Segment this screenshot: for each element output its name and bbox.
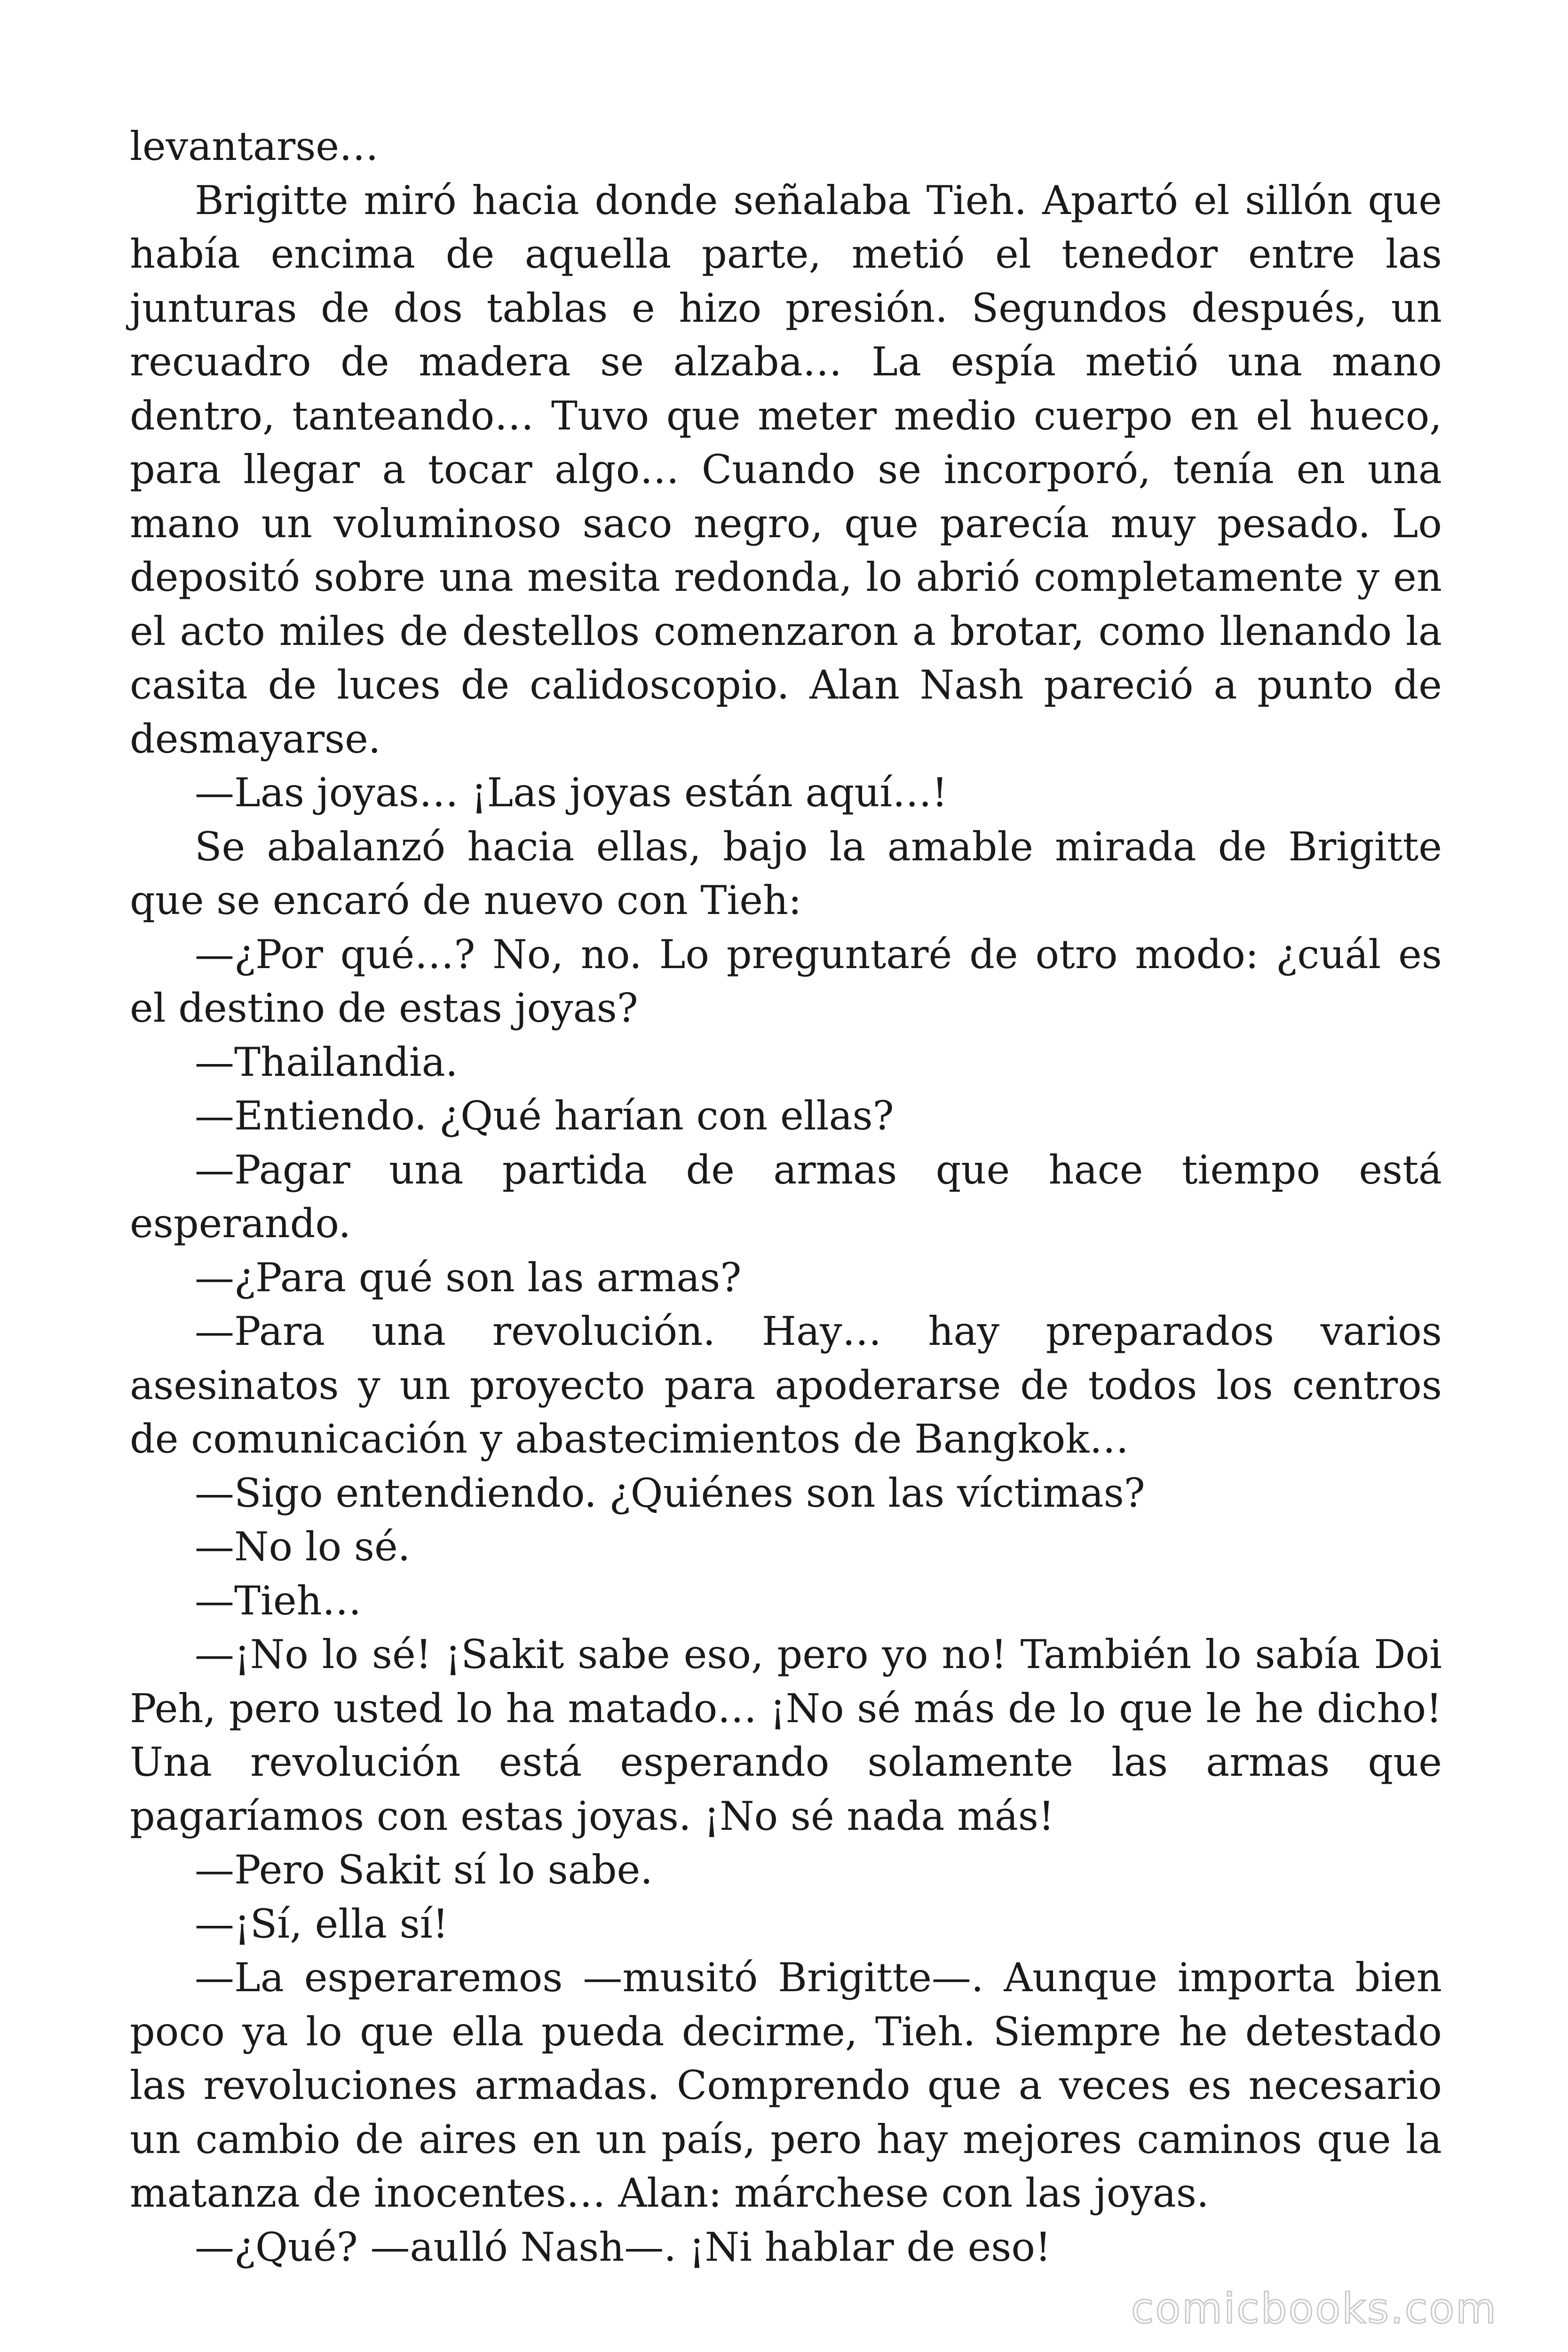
paragraph-narration: Se abalanzó hacia ellas, bajo la amable mirada de Brigitte que se encaró de nuevo con Tieh: <box>130 823 1442 923</box>
paragraph-dialogue: —Entiendo. ¿Qué harían con ellas? <box>195 1093 894 1139</box>
paragraph-dialogue: —No lo sé. <box>195 1524 411 1570</box>
paragraph-dialogue: —Tieh… <box>195 1577 362 1624</box>
paragraph-dialogue: —Sigo entendiendo. ¿Quiénes son las víctimas? <box>195 1470 1145 1516</box>
body-text <box>130 119 1442 2274</box>
paragraph-dialogue: —¡Sí, ella sí! <box>195 1900 449 1947</box>
paragraph-dialogue: —Thailandia. <box>195 1039 458 1085</box>
paragraph-dialogue: —¿Por qué…? No, no. Lo preguntaré de otro modo: ¿cuál es el destino de estas joyas? <box>130 931 1442 1031</box>
paragraph-dialogue: —Pero Sakit sí lo sabe. <box>195 1847 653 1893</box>
paragraph-dialogue: —¿Qué? —aulló Nash—. ¡Ni hablar de eso! <box>195 2224 1051 2270</box>
paragraph-dialogue: —La esperaremos —musitó Brigitte—. Aunque importa bien poco ya lo que ella pueda decirme, Tieh. Siempre he detestado las revoluciones armadas. Comprendo que a veces es necesario un cambio de aires en un país, pero hay mejores caminos que la matanza de inocentes… Alan: márchese con las joyas. <box>130 1955 1442 2216</box>
paragraph-dialogue: —Las joyas… ¡Las joyas están aquí…! <box>195 770 948 816</box>
paragraph-continuation: levantarse… <box>130 123 379 169</box>
paragraph-dialogue: —Pagar una partida de armas que hace tiempo está esperando. <box>130 1146 1442 1247</box>
paragraph-dialogue: —¡No lo sé! ¡Sakit sabe eso, pero yo no! También lo sabía Doi Peh, pero usted lo ha matado… ¡No sé más de lo que le he dicho! Una revolución está esperando solamente las armas que pagaríamos con estas joyas. ¡No sé nada más! <box>130 1631 1442 1839</box>
watermark-text: comicbooks.com <box>1131 2284 1497 2333</box>
paragraph-dialogue: —Para una revolución. Hay… hay preparados varios asesinatos y un proyecto para apoderarse de todos los centros de comunicación y abastecimientos de Bangkok… <box>130 1308 1442 1462</box>
paragraph-narration: Brigitte miró hacia donde señalaba Tieh. Apartó el sillón que había encima de aquella parte, metió el tenedor entre las junturas de dos tablas e hizo presión. Segundos después, un recuadro de madera se alzaba… La espía metió una mano dentro, tanteando… Tuvo que meter medio cuerpo en el hueco, para llegar a tocar algo… Cuando se incorporó, tenía en una mano un voluminoso saco negro, que parecía muy pesado. Lo depositó sobre una mesita redonda, lo abrió completamente y en el acto miles de destellos comenzaron a brotar, como llenando la casita de luces de calidoscopio. Alan Nash pareció a punto de desmayarse. <box>130 177 1442 762</box>
paragraph-dialogue: —¿Para qué son las armas? <box>195 1254 742 1301</box>
